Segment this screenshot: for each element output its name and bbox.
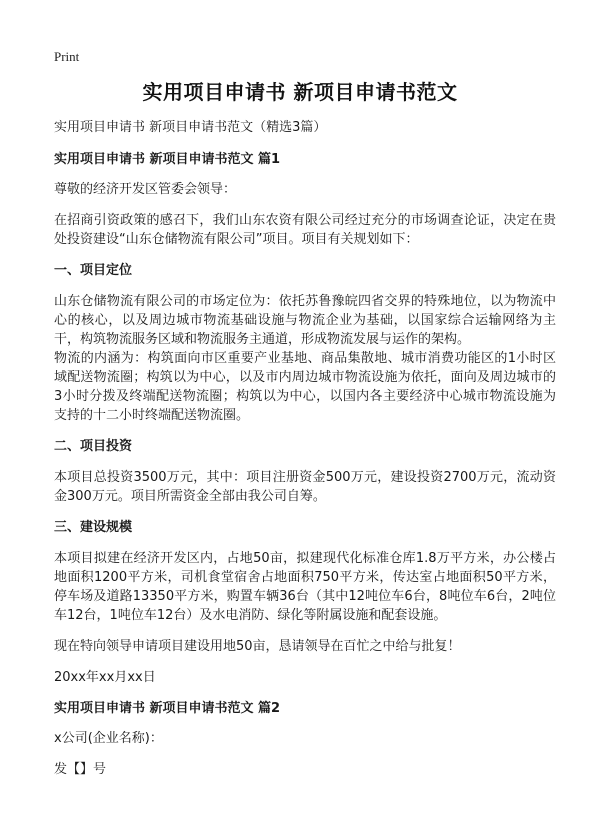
salutation: 尊敬的经济开发区管委会领导： [54,182,237,197]
page-title: 实用项目申请书 新项目申请书范文 [142,80,458,104]
positioning-paragraph-1: 山东仓储物流有限公司的市场定位为：依托苏鲁豫皖四省交界的特殊地位，以为物流中心的核心，以及周边城市物流基础设施与物流企业为基础，以国家综合运输网络为主干，构筑物流服务区域和物流服务主通道，形成物流发展与运作的架构。 [54,294,556,347]
print-link[interactable]: Print [54,49,80,64]
date-line: 20xx年xx月xx日 [54,670,156,685]
document-subtitle: 实用项目申请书 新项目申请书范文（精选3篇） [54,120,327,135]
investment-paragraph: 本项目总投资3500万元，其中：项目注册资金500万元，建设投资2700万元，流动资金300万元。项目所需资金全部由我公司自筹。 [54,470,556,504]
company-line: x公司(企业名称)： [54,731,163,746]
section-title-positioning: 一、项目定位 [54,263,133,278]
closing-paragraph: 现在特向领导申请项目建设用地50亩，恳请领导在百忙之中给与批复！ [54,639,461,654]
intro-paragraph: 在招商引资政策的感召下，我们山东农资有限公司经过充分的市场调查论证，决定在贵处投资建设“山东仓储物流有限公司”项目。项目有关规划如下： [54,213,556,247]
section-title-scale: 三、建设规模 [54,520,133,535]
article-heading-2: 实用项目申请书 新项目申请书范文 篇2 [54,701,281,716]
document-number: 发【】号 [54,762,107,777]
scale-paragraph: 本项目拟建在经济开发区内，占地50亩，拟建现代化标准仓库1.8万平方米，办公楼占地面积1200平方米，司机食堂宿舍占地面积750平方米，传达室占地面积50平方米，停车场及道路13350平方米，购置车辆36台（其中12吨位车6台，8吨位车6台，2吨位车12台，1吨位车12台）及水电消防、绿化等附属设施和配套设施。 [54,551,556,623]
positioning-paragraph-2: 物流的内涵为：构筑面向市区重要产业基地、商品集散地、城市消费功能区的1小时区域配送物流圈；构筑以为中心，以及市内周边城市物流设施为依托，面向及周边城市的3小时分拨及终端配送物流圈；构筑以为中心，以国内各主要经济中心城市物流设施为支持的十二小时终端配送物流圈。 [54,351,556,423]
article-heading-1: 实用项目申请书 新项目申请书范文 篇1 [54,152,281,167]
section-title-investment: 二、项目投资 [54,439,133,454]
document-body [54,118,556,791]
